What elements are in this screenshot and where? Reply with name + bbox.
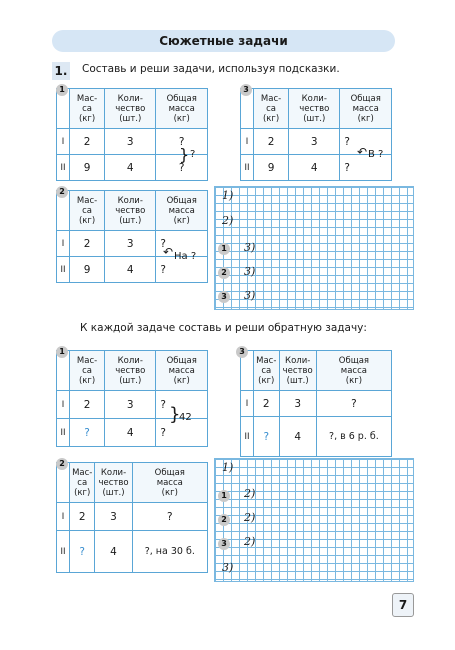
- cell: ?: [70, 419, 105, 447]
- line-label: 2): [244, 535, 256, 548]
- cell: 3: [105, 129, 156, 155]
- line-label: 2): [244, 511, 256, 524]
- cell: ?: [156, 257, 208, 283]
- header-total: Общая масса (кг): [132, 463, 207, 503]
- line-label: 3): [244, 289, 256, 302]
- table-3-badge: 3: [240, 84, 252, 96]
- cell: 3: [289, 129, 340, 155]
- cell: 4: [279, 417, 316, 457]
- line-label: 3): [222, 561, 234, 574]
- line-label: 2): [222, 214, 234, 227]
- header-mass: Мас- са (кг): [70, 351, 105, 391]
- circle-number: 1: [218, 243, 230, 255]
- arrow-note: На ?: [174, 251, 197, 262]
- row-label: I: [241, 391, 254, 417]
- brace-note: ?: [190, 149, 196, 160]
- cell: 2: [254, 391, 280, 417]
- table-6: [240, 350, 392, 457]
- cell: ?: [132, 503, 207, 531]
- row-label: I: [57, 391, 70, 419]
- table-6-badge: 3: [236, 346, 248, 358]
- header-count: Коли- чество (шт.): [279, 351, 316, 391]
- section-instruction: К каждой задаче составь и реши обратную задачу:: [80, 322, 367, 334]
- circle-number: 2: [218, 514, 230, 526]
- header-mass: Мас- са (кг): [70, 89, 105, 129]
- row-label: I: [57, 503, 70, 531]
- line-label: 1): [222, 461, 234, 474]
- row-label: II: [241, 417, 254, 457]
- row-label: II: [57, 419, 70, 447]
- cell: ?: [340, 155, 392, 181]
- cell: 2: [70, 231, 105, 257]
- cell: 3: [105, 231, 156, 257]
- cell: 4: [289, 155, 340, 181]
- page-number: 7: [392, 593, 414, 617]
- cell: ?: [156, 391, 208, 419]
- table-3: [240, 88, 392, 181]
- cell: 4: [105, 155, 156, 181]
- table-5: [56, 462, 208, 573]
- circle-number: 1: [218, 490, 230, 502]
- header-total: Общая масса (кг): [340, 89, 392, 129]
- circle-number: 2: [218, 267, 230, 279]
- cell: 4: [105, 419, 156, 447]
- cell: ?: [254, 417, 280, 457]
- cell: ?: [156, 231, 208, 257]
- table-4-badge: 1: [56, 346, 68, 358]
- task-instruction: Составь и реши задачи, используя подсказки.: [82, 63, 340, 75]
- row-label: II: [57, 155, 70, 181]
- cell: ?, в 6 р. б.: [316, 417, 391, 457]
- cell: 9: [254, 155, 289, 181]
- row-label: II: [57, 257, 70, 283]
- arrow-note: В ?: [368, 149, 384, 160]
- cell: ?: [70, 531, 95, 573]
- cell: 2: [70, 503, 95, 531]
- header-count: Коли- чество (шт.): [105, 89, 156, 129]
- cell: 9: [70, 257, 105, 283]
- line-label: 3): [244, 241, 256, 254]
- header-count: Коли- чество (шт.): [105, 191, 156, 231]
- curved-arrow-icon: ↶: [357, 145, 368, 159]
- table-2-badge: 2: [56, 186, 68, 198]
- cell: 2: [70, 129, 105, 155]
- row-label: I: [57, 231, 70, 257]
- header-total: Общая масса (кг): [156, 351, 208, 391]
- brace-icon: }: [169, 404, 181, 425]
- header-total: Общая масса (кг): [156, 191, 208, 231]
- cell: ?, на 30 б.: [132, 531, 207, 573]
- brace-icon: }: [179, 145, 190, 164]
- cell: 2: [254, 129, 289, 155]
- brace-note: 42: [179, 412, 192, 423]
- cell: 3: [95, 503, 132, 531]
- line-label: 3): [244, 265, 256, 278]
- header-count: Коли- чество (шт.): [95, 463, 132, 503]
- cell: ?: [316, 391, 391, 417]
- row-label: I: [241, 129, 254, 155]
- cell: 4: [95, 531, 132, 573]
- cell: ?: [156, 129, 208, 155]
- curved-arrow-icon: ↶: [163, 245, 174, 259]
- table-1: [56, 88, 208, 181]
- header-total: Общая масса (кг): [316, 351, 391, 391]
- section-title: Сюжетные задачи: [52, 30, 395, 52]
- line-label: 2): [244, 487, 256, 500]
- cell: ?: [156, 155, 208, 181]
- header-count: Коли- чество (шт.): [289, 89, 340, 129]
- header-total: Общая масса (кг): [156, 89, 208, 129]
- header-mass: Мас- са (кг): [70, 191, 105, 231]
- cell: 3: [105, 391, 156, 419]
- row-label: II: [241, 155, 254, 181]
- cell: ?: [156, 419, 208, 447]
- table-5-badge: 2: [56, 458, 68, 470]
- table-4: [56, 350, 208, 447]
- row-label: I: [57, 129, 70, 155]
- cell: 4: [105, 257, 156, 283]
- header-mass: Мас- са (кг): [70, 463, 95, 503]
- task-number: 1.: [52, 62, 70, 80]
- cell: 9: [70, 155, 105, 181]
- cell: 2: [70, 391, 105, 419]
- line-label: 1): [222, 189, 234, 202]
- row-label: II: [57, 531, 70, 573]
- cell: ?: [340, 129, 392, 155]
- circle-number: 3: [218, 538, 230, 550]
- header-count: Коли- чество (шт.): [105, 351, 156, 391]
- header-mass: Мас- са (кг): [254, 89, 289, 129]
- circle-number: 3: [218, 291, 230, 303]
- header-mass: Мас- са (кг): [254, 351, 280, 391]
- table-1-badge: 1: [56, 84, 68, 96]
- cell: 3: [279, 391, 316, 417]
- table-2: [56, 190, 208, 283]
